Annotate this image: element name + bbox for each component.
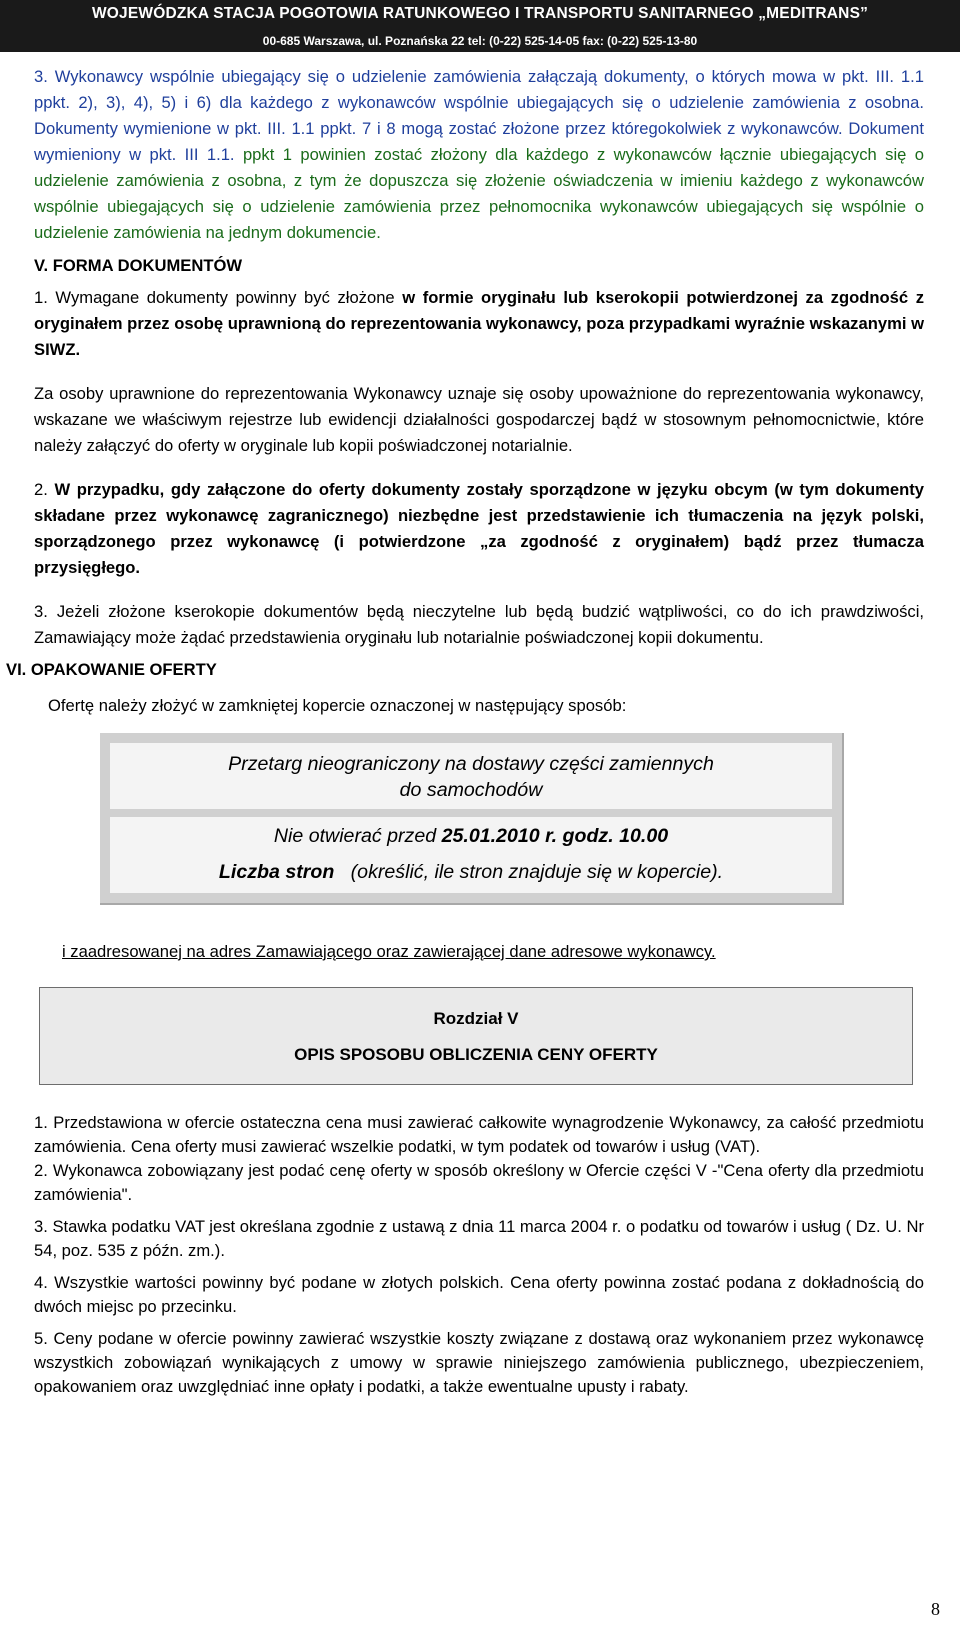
item-2-bold: W przypadku, gdy załączone do oferty dokumenty zostały sporządzone w języku obcym (w tym dokumenty składane przez wykonawcę zagranicznego) niezbędne jest przedstawienie ich tłumaczenia na język polski, sporządzonego przez wykonawcę (i potwierdzone „za zgodność z oryginałem) bądź przez tłumacza przysięgłego. (34, 480, 924, 577)
section-v-heading: V. FORMA DOKUMENTÓW (34, 256, 243, 275)
section-v-item-2 (34, 477, 924, 581)
envelope-line-1: Przetarg nieograniczony na dostawy części zamiennych (228, 753, 714, 775)
page-content (6, 64, 924, 1405)
envelope-title-block (110, 743, 832, 809)
list-item: 4. Wszystkie wartości powinny być podane w złotych polskich. Cena oferty powinna zostać podana z dokładnością do dwóch miejsc po przecinku. (34, 1273, 924, 1316)
do-not-open-label: Nie otwierać przed (273, 825, 442, 847)
letterhead-name: WOJEWÓDZKA STACJA POGOTOWIA RATUNKOWEGO I TRANSPORTU SANITARNEGO „MEDITRANS” (91, 5, 869, 22)
chapter-box (39, 987, 913, 1085)
item-1-normal: 1. Wymagane dokumenty powinny być złożone (34, 288, 403, 307)
item-2-number: 2. (34, 480, 55, 499)
envelope-line-2: do samochodów (399, 779, 543, 801)
price-calculation-list (34, 1111, 924, 1399)
authorized-persons-paragraph: Za osoby uprawnione do reprezentowania Wykonawcy uznaje się osoby upoważnione do reprezentowania wykonawcy, wskazane we właściwym rejestrze lub ewidencji działalności gospodarczej bądź w stosownym pełnomocnictwie, które należy załączyć do oferty w oryginale lub kopii poświadczonej notarialnie. (34, 384, 924, 455)
chapter-subtitle: OPIS SPOSOBU OBLICZENIA CENY OFERTY (294, 1045, 658, 1064)
envelope-page-count (110, 859, 832, 893)
paragraph-3-green-part: ppkt 1 powinien zostać złożony dla każdego z wykonawców łącznie ubiegających się o udzielenie zamówienia z osobna, z tym że dopuszcza się złożenie oświadczenia w imieniu każdego z wykonawców wspólnie ubiegających się o udzielenie zamówienia przez pełnomocnika wykonawców ubiegających się wspólnie o udzielenie zamówienia na jednym dokumencie. (34, 145, 924, 242)
chapter-title: Rozdział V (433, 1009, 519, 1028)
letterhead-address: 00-685 Warszawa, ul. Poznańska 22 tel: (0-22) 525-14-05 fax: (0-22) 525-13-80 (262, 34, 698, 48)
page-count-instruction: (określić, ile stron znajduje się w kopercie). (350, 861, 724, 883)
list-item: 2. Wykonawca zobowiązany jest podać cenę oferty w sposób określony w Ofercie części V -"Cena oferty dla przedmiotu zamówienia". (34, 1161, 924, 1204)
envelope-divider (100, 809, 842, 817)
envelope-label-box (100, 733, 844, 905)
item-1-bold: w formie oryginału lub kserokopii potwierdzonej za zgodność z oryginałem przez osobę uprawnioną do reprezentowania wykonawcy, poza przypadkami wyraźnie wskazanymi w SIWZ. (34, 288, 924, 359)
letterhead (0, 0, 960, 52)
envelope-intro: Ofertę należy złożyć w zamkniętej kopercie oznaczonej w następujący sposób: (48, 696, 627, 715)
envelope-details-block (110, 817, 832, 893)
page-number: 8 (931, 1599, 940, 1619)
envelope-do-not-open (110, 823, 832, 859)
section-vi-heading: VI. OPAKOWANIE OFERTY (6, 660, 217, 679)
paragraph-3-joint-contractors (34, 64, 924, 246)
address-instruction: i zaadresowanej na adres Zamawiającego oraz zawierającej dane adresowe wykonawcy. (62, 942, 716, 961)
paragraph-3-blue-part: 3. Wykonawcy wspólnie ubiegający się o udzielenie zamówienia załączają dokumenty, o których mowa w pkt. III. 1.1 ppkt. 2), 3), 4), 5) i 6) dla każdego z wykonawców wspólnie ubiegających się o udzielenie zamówienia z osobna. Dokumenty wymienione w pkt. III. 1.1 ppkt. 7 i 8 mogą zostać złożone przez któregokolwiek z wykonawców. Dokument wymieniony w pkt. III 1.1. (34, 67, 924, 164)
list-item: 1. Przedstawiona w ofercie ostateczna cena musi zawierać całkowite wynagrodzenie Wykonawcy, za całość przedmiotu zamówienia. Cena oferty musi zawierać wszelkie podatki, w tym podatek od towarów i usług (VAT). (34, 1113, 924, 1156)
section-v-item-3: 3. Jeżeli złożone kserokopie dokumentów będą nieczytelne lub będą budzić wątpliwości, co do ich prawdziwości, Zamawiający może żądać przedstawienia oryginału lub notarialnie poświadczonej kopii dokumentu. (34, 602, 924, 647)
page-count-label: Liczba stron (218, 861, 335, 883)
section-v-item-1 (34, 285, 924, 363)
list-item: 5. Ceny podane w ofercie powinny zawierać wszystkie koszty związane z dostawą oraz wykonaniem przez wykonawcę wszystkich zobowiązań wynikających z umowy w sprawie niniejszego zamówienia publicznego, ubezpieczeniem, opakowaniem oraz uwzględniać inne opłaty i podatki, a także ewentualne upusty i rabaty. (34, 1329, 924, 1396)
list-item: 3. Stawka podatku VAT jest określana zgodnie z ustawą z dnia 11 marca 2004 r. o podatku od towarów i usług ( Dz. U. Nr 54, poz. 535 z późn. zm.). (34, 1217, 924, 1260)
do-not-open-date: 25.01.2010 r. godz. 10.00 (441, 825, 669, 847)
